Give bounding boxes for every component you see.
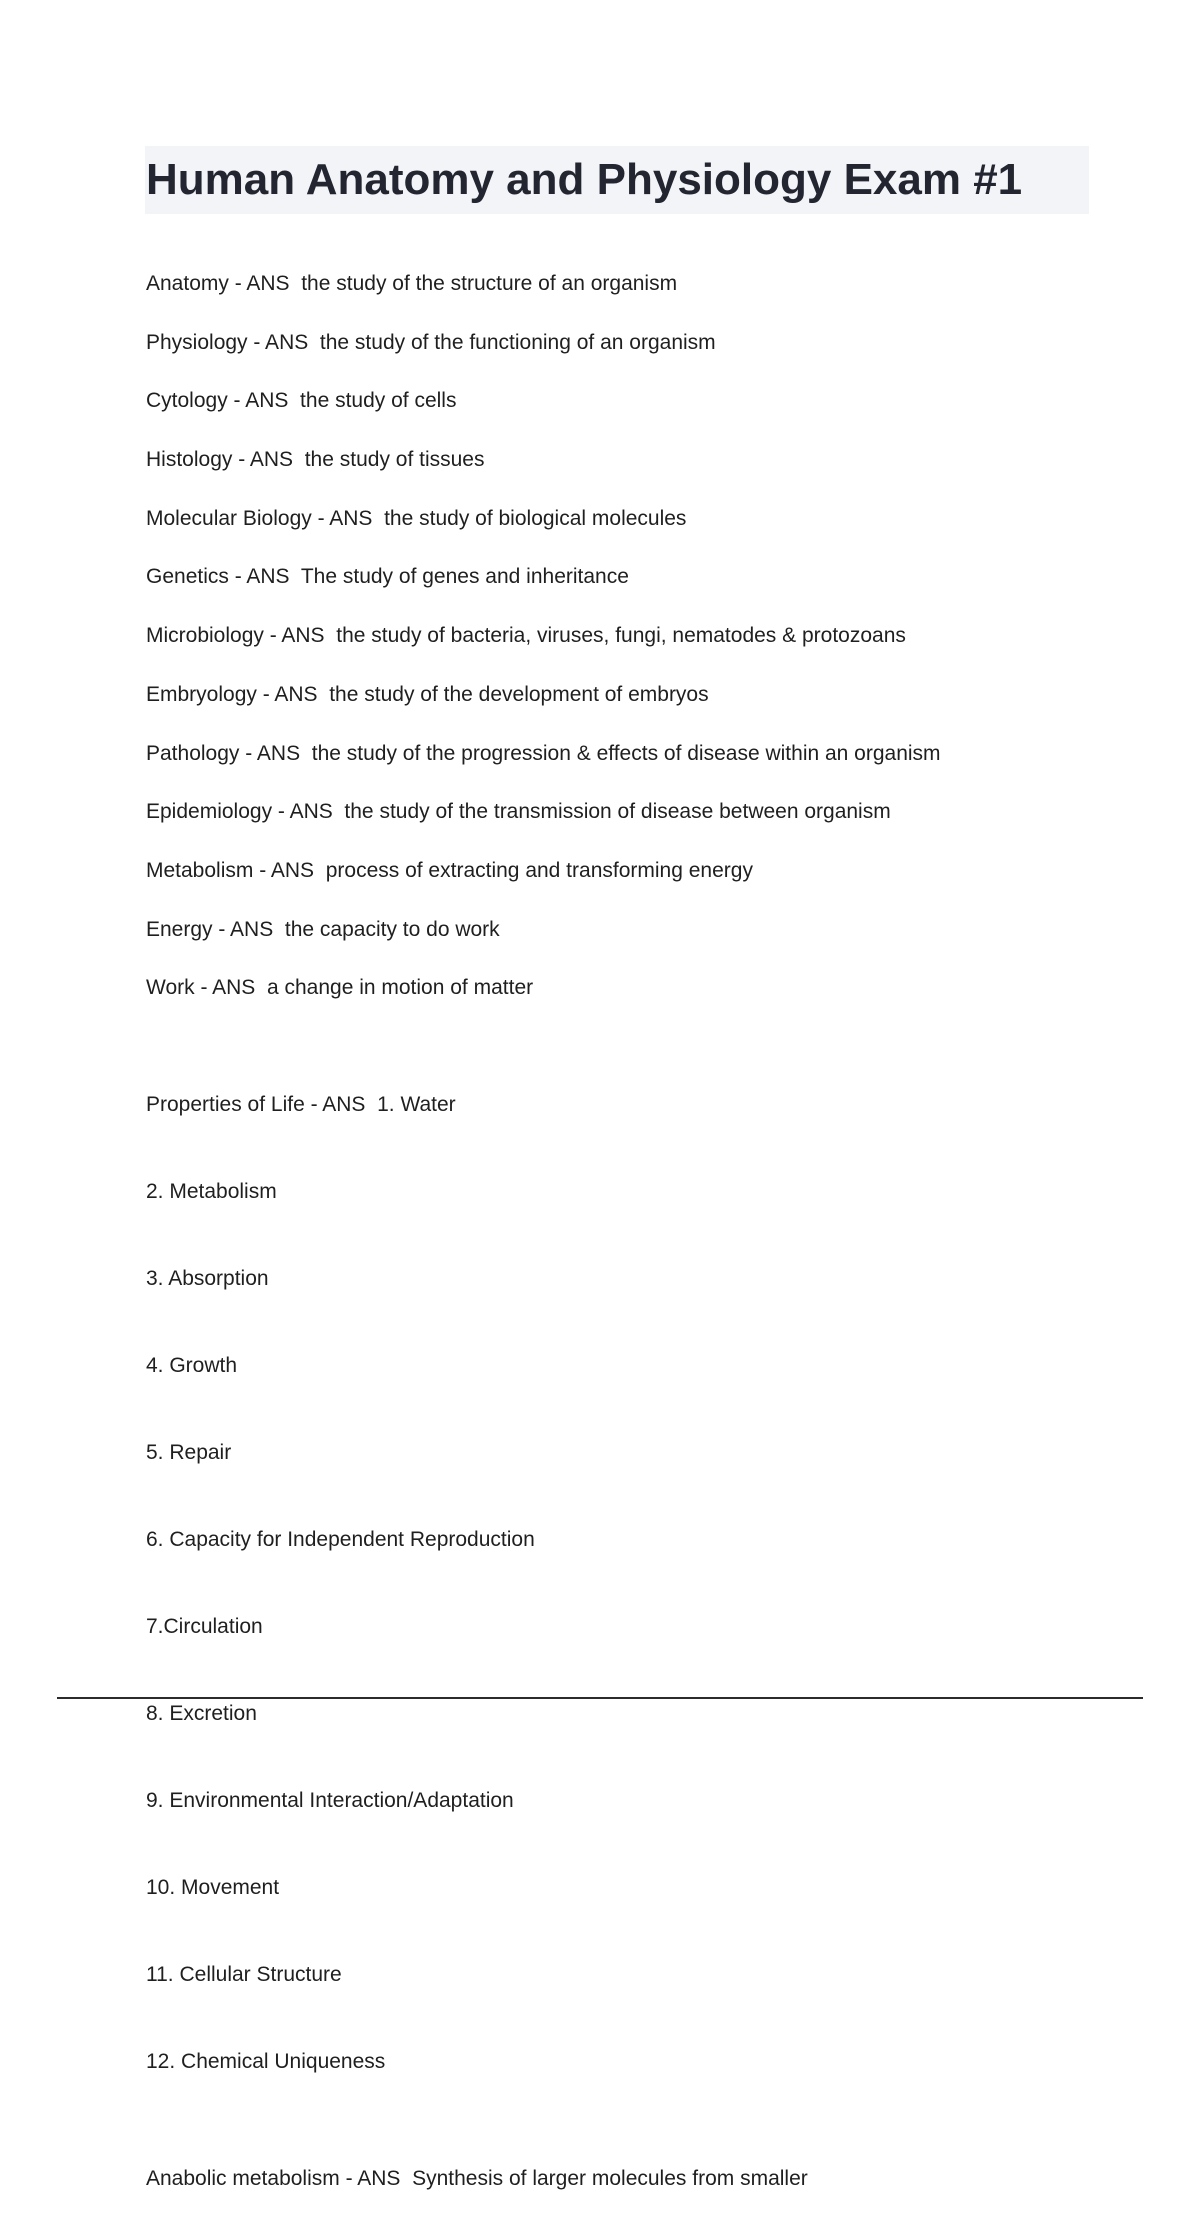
properties-of-life-line: 11. Cellular Structure xyxy=(146,1962,342,1986)
properties-of-life-line: 5. Repair xyxy=(146,1440,232,1464)
properties-of-life-line: 7.Circulation xyxy=(146,1614,263,1638)
entry-physiology: Physiology - ANS the study of the functioning of an organism xyxy=(146,330,716,354)
document-body xyxy=(146,269,1106,2222)
properties-of-life-line: 12. Chemical Uniqueness xyxy=(146,2049,386,2073)
entry-anabolic-metabolism: Anabolic metabolism - ANS Synthesis of larger molecules from smaller xyxy=(146,2166,808,2190)
entry-histology: Histology - ANS the study of tissues xyxy=(146,448,485,472)
properties-of-life-line: Properties of Life - ANS 1. Water xyxy=(146,1092,456,1116)
entry-embryology: Embryology - ANS the study of the development of embryos xyxy=(146,682,709,706)
entry-work: Work - ANS a change in motion of matter xyxy=(146,976,534,1000)
entry-properties-of-life xyxy=(146,1032,1106,2134)
entry-cytology: Cytology - ANS the study of cells xyxy=(146,389,457,413)
footer-divider xyxy=(57,1697,1143,1699)
properties-of-life-line: 3. Absorption xyxy=(146,1266,269,1290)
properties-of-life-line: 2. Metabolism xyxy=(146,1179,277,1203)
properties-of-life-line: 9. Environmental Interaction/Adaptation xyxy=(146,1788,514,1812)
entry-genetics: Genetics - ANS The study of genes and inheritance xyxy=(146,565,629,589)
properties-of-life-line: 8. Excretion xyxy=(146,1701,257,1725)
entry-epidemiology: Epidemiology - ANS the study of the transmission of disease between organism xyxy=(146,800,891,824)
entry-energy: Energy - ANS the capacity to do work xyxy=(146,917,500,941)
properties-of-life-line: 6. Capacity for Independent Reproduction xyxy=(146,1527,535,1551)
entry-anatomy: Anatomy - ANS the study of the structure of an organism xyxy=(146,272,678,295)
properties-of-life-line: 10. Movement xyxy=(146,1875,280,1899)
entry-metabolism: Metabolism - ANS process of extracting and transforming energy xyxy=(146,858,753,882)
entry-molecular-biology: Molecular Biology - ANS the study of biological molecules xyxy=(146,506,687,530)
page-title: Human Anatomy and Physiology Exam #1 xyxy=(146,155,1023,204)
entry-pathology: Pathology - ANS the study of the progression & effects of disease within an organism xyxy=(146,741,941,765)
properties-of-life-line: 4. Growth xyxy=(146,1353,238,1377)
entry-microbiology: Microbiology - ANS the study of bacteria, viruses, fungi, nematodes & protozoans xyxy=(146,624,906,648)
